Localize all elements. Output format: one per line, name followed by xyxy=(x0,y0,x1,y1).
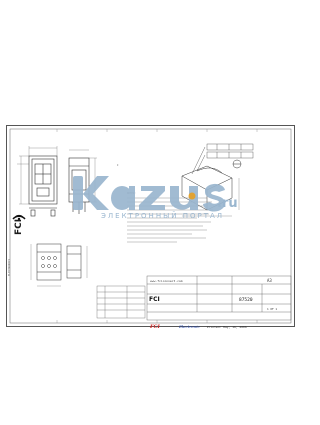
company-line xyxy=(150,313,247,332)
fci-logo xyxy=(10,206,28,236)
website-url: www.fciconnect.com xyxy=(150,279,183,283)
sheet-size: A3 xyxy=(267,278,272,283)
print-note: Printed: May, 16, 2006 xyxy=(206,325,247,329)
company-blue: Electronic xyxy=(178,324,200,329)
company-red: FCI xyxy=(150,324,160,330)
watermark xyxy=(67,166,247,226)
watermark-subtitle: ЭЛЕКТРОННЫЙ ПОРТАЛ xyxy=(101,212,225,220)
sheet-label: 1 OF 1 xyxy=(267,307,278,311)
svg-text:C: C xyxy=(117,164,119,167)
side-text: ELECTRONICS xyxy=(8,258,11,276)
watermark-tld: .ru xyxy=(217,196,238,211)
front-view xyxy=(29,156,57,216)
part-number: 87520 xyxy=(239,298,253,303)
title-fci-mark: FCI xyxy=(149,296,160,303)
revision-table xyxy=(97,286,145,318)
fci-logo-text: FCI xyxy=(14,218,25,236)
pcb-footprint xyxy=(37,244,81,280)
drawing-sheet xyxy=(6,125,295,330)
